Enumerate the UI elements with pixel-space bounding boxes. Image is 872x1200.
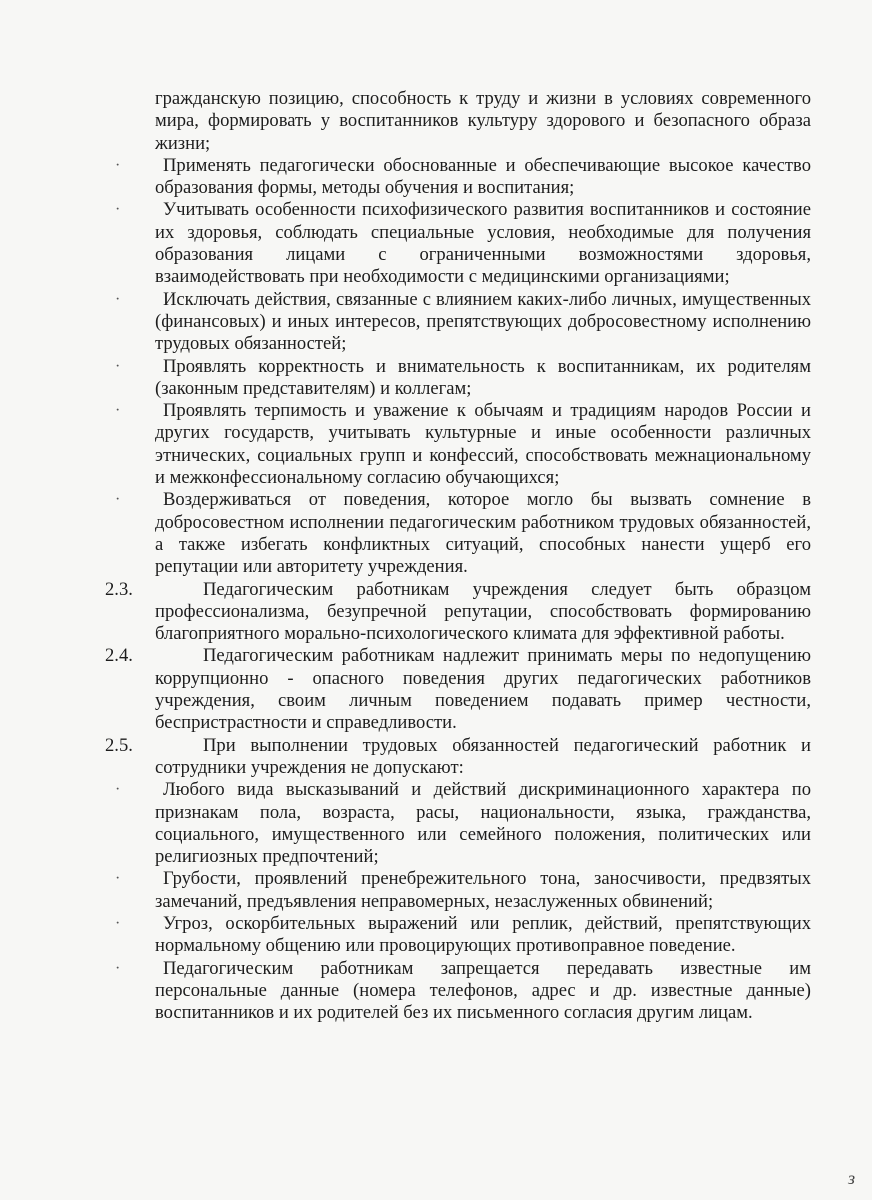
numbered-clause: 2.5. При выполнении трудовых обязанностей педагогический работник и сотрудники учреждения не допускают: [105,734,811,778]
clause-number: 2.5. [105,734,133,756]
list-item: · Воздерживаться от поведения, которое могло бы вызвать сомнение в добросовестном исполнении педагогическим работником трудовых обязанностей, а также избегать конфликтных ситуаций, способных нанести ущерб его репутации или авторитету учреждения. [105,489,811,578]
continuation-paragraph [105,88,811,155]
corner-mark: з [848,1168,856,1188]
clause-number: 2.4. [105,645,133,667]
list-item: · Проявлять корректность и внимательность к воспитанникам, их родителям (законным представителям) и коллегам; [105,356,811,401]
paragraph-text: гражданскую позицию, способность к труду и жизни в условиях современного мира, формировать у воспитанников культуру здорового и безопасного образа жизни; [155,88,811,154]
document-body [105,88,811,1024]
list-item: · Угроз, оскорбительных выражений или реплик, действий, препятствующих нормальному общению или провоцирующих противоправное поведение. [105,913,811,958]
list-item: · Применять педагогически обоснованные и обеспечивающие высокое качество образования формы, методы обучения и воспитания; [105,155,811,200]
list-item: · Любого вида высказываний и действий дискриминационного характера по признакам пола, возраста, расы, национальности, языка, гражданства, социального, имущественного или семейного положения, политических или религиозных предпочтений; [105,779,811,868]
list-item: · Исключать действия, связанные с влиянием каких-либо личных, имущественных (финансовых) и иных интересов, препятствующих добросовестному исполнению трудовых обязанностей; [105,289,811,356]
list-item: · Педагогическим работникам запрещается передавать известные им персональные данные (номера телефонов, адрес и др. известные данные) воспитанников и их родителей без их письменного согласия другим лицам. [105,958,811,1025]
list-item: · Проявлять терпимость и уважение к обычаям и традициям народов России и других государств, учитывать культурные и иные особенности различных этнических, социальных групп и конфессий, способствовать межнациональному и межконфессиональному согласию обучающихся; [105,400,811,489]
list-item: · Учитывать особенности психофизического развития воспитанников и состояние их здоровья, соблюдать специальные условия, необходимые для получения образования лицами с ограниченными возможностями здоровья, взаимодействовать при необходимости с медицинскими организациями; [105,199,811,288]
clause-number: 2.3. [105,578,133,600]
list-item: · Грубости, проявлений пренебрежительного тона, заносчивости, предвзятых замечаний, предъявления неправомерных, незаслуженных обвинений; [105,868,811,913]
numbered-clause: 2.3. Педагогическим работникам учреждения следует быть образцом профессионализма, безупречной репутации, способствовать формированию благоприятного морально-психологического климата для эффективной работы. [105,578,811,645]
numbered-clause: 2.4. Педагогическим работникам надлежит принимать меры по недопущению коррупционно - опасного поведения других педагогических работников учреждения, своим личным поведением подавать пример честности, беспристрастности и справедливости. [105,645,811,734]
